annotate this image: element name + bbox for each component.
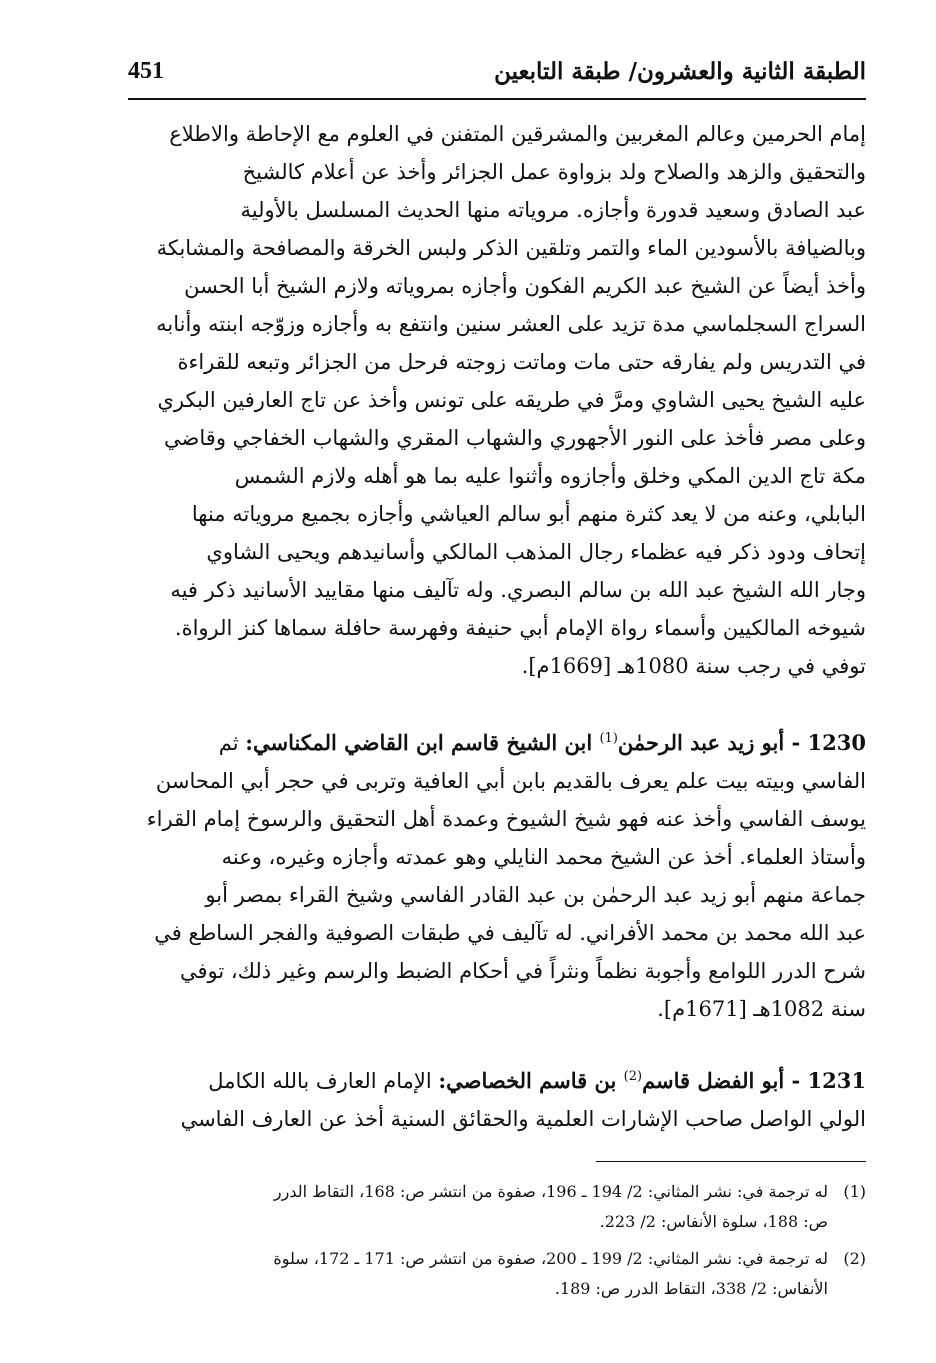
text-line: إتحاف ودود ذكر فيه عظماء رجال المذهب المالكي وأسانيدهم ويحيى الشاوي	[206, 540, 866, 564]
entry-title-cont: ابن الشيخ قاسم ابن القاضي المكناسي:	[245, 730, 600, 755]
text-line: وبالضيافة بالأسودين الماء والتمر وتلقين الذكر ولبس الخرقة والمصافحة والمشابكة	[156, 236, 866, 260]
text-line: وعلى مصر فأخذ على النور الأجهوري والشهاب المقري والشهاب الخفاجي وقاضي	[164, 426, 866, 450]
entry-text: ثم	[218, 731, 246, 755]
footnote-divider	[596, 1161, 866, 1162]
running-title: الطبقة الثانية والعشرون/ طبقة التابعين	[494, 58, 866, 85]
text-line: وجار الله الشيخ عبد الله بن سالم البصري. وله تآليف منها مقاييد الأسانيد ذكر فيه	[170, 578, 866, 602]
text-line: شيوخه المالكيين وأسماء رواة الإمام أبي حنيفة وفهرسة حافلة سماها كنز الرواة.	[174, 616, 866, 640]
text-line: عليه الشيخ يحيى الشاوي ومرَّ في طريقه على تونس وأخذ عن تاج العارفين البكري	[157, 388, 866, 412]
text-line: مكة تاج الدين المكي وخلق وأجازوه وأثنوا عليه بما هو أهله ولازم الشمس	[234, 464, 866, 488]
footnote-number: (2)	[843, 1249, 866, 1268]
footnote-ref[interactable]: (1)	[599, 731, 618, 746]
text-line: البابلي، وعنه من لا يعد كثرة منهم أبو سالم العياشي وأجازه بجميع مروياته منها	[191, 502, 866, 526]
text-line: سنة 1082هـ [1671م].	[657, 997, 866, 1021]
entry-title-cont: بن قاسم الخصاصي:	[438, 1068, 624, 1093]
text-line: عبد الله محمد بن محمد الأفراني. له تآليف في طبقات الصوفية والفجر الساطع في	[154, 921, 866, 945]
footnote-text: الأنفاس: 2/ 338، التقاط الدرر ص: 189.	[554, 1279, 828, 1298]
text-line: وأستاذ العلماء. أخذ عن الشيخ محمد النايلي وهو عمدته وأجازه وغيره، وعنه	[221, 845, 866, 869]
entry-heading-1231	[128, 1062, 866, 1100]
text-line: عبد الصادق وسعيد قدورة وأجازه. مروياته منها الحديث المسلسل بالأولية	[240, 198, 866, 222]
text-line: والتحقيق والزهد والصلاح ولد بزواوة عمل الجزائر وأخذ عن أعلام كالشيخ	[242, 160, 866, 184]
text-line: الولي الواصل صاحب الإشارات العلمية والحقائق السنية أخذ عن العارف الفاسي	[180, 1107, 866, 1131]
footnote-number: (1)	[843, 1182, 866, 1201]
page-header	[128, 56, 866, 92]
entry-title: 1231 - أبو الفضل قاسم	[642, 1068, 866, 1093]
text-line: جماعة منهم أبو زيد عبد الرحمٰن بن عبد القادر الفاسي وشيخ القراء بمصر أبو	[205, 883, 866, 907]
footnote-text: له ترجمة في: نشر المثاني: 2/ 194 ـ 196، صفوة من انتشر ص: 168، التقاط الدرر	[273, 1182, 828, 1201]
page-number: 451	[128, 58, 164, 84]
footnote-ref[interactable]: (2)	[623, 1069, 643, 1084]
text-line: يوسف الفاسي وأخذ عنه فهو شيخ الشيوخ وعمدة أهل التحقيق والرسوخ إمام القراء	[146, 807, 866, 831]
text-line: توفي في رجب سنة 1080هـ [1669م].	[521, 654, 866, 678]
text-line: وأخذ أيضاً عن الشيخ عبد الكريم الفكون وأجازه بمروياته ولازم الشيخ أبا الحسن	[184, 274, 866, 298]
text-line: السراج السجلماسي مدة تزيد على العشر سنين وانتفع به وأجازه وزوّجه ابنته وأنابه	[156, 312, 866, 336]
text-line: إمام الحرمين وعالم المغربين والمشرقين المتفنن في العلوم مع الإحاطة والاطلاع	[169, 122, 866, 146]
text-line: شرح الدرر اللوامع وأجوبة نظماً ونثراً في أحكام الضبط والرسم وغير ذلك، توفي	[179, 959, 866, 983]
entry-title: 1230 - أبو زيد عبد الرحمٰن	[617, 730, 866, 755]
text-line: في التدريس ولم يفارقه حتى مات وماتت زوجته فرحل من الجزائر وتبعه للقراءة	[177, 350, 866, 374]
header-divider	[128, 98, 866, 100]
entry-text: الإمام العارف بالله الكامل	[208, 1069, 439, 1093]
text-line: الفاسي وبيته بيت علم يعرف بالقديم بابن أبي العافية وتربى في حجر أبي المحاسن	[155, 769, 866, 793]
entry-heading-1230	[128, 724, 866, 762]
footnote-2	[128, 1244, 866, 1274]
footnote-text: له ترجمة في: نشر المثاني: 2/ 199 ـ 200، صفوة من انتشر ص: 171 ـ 172، سلوة	[273, 1249, 828, 1268]
footnote-text: ص: 188، سلوة الأنفاس: 2/ 223.	[599, 1212, 828, 1231]
footnote-1	[128, 1177, 866, 1207]
